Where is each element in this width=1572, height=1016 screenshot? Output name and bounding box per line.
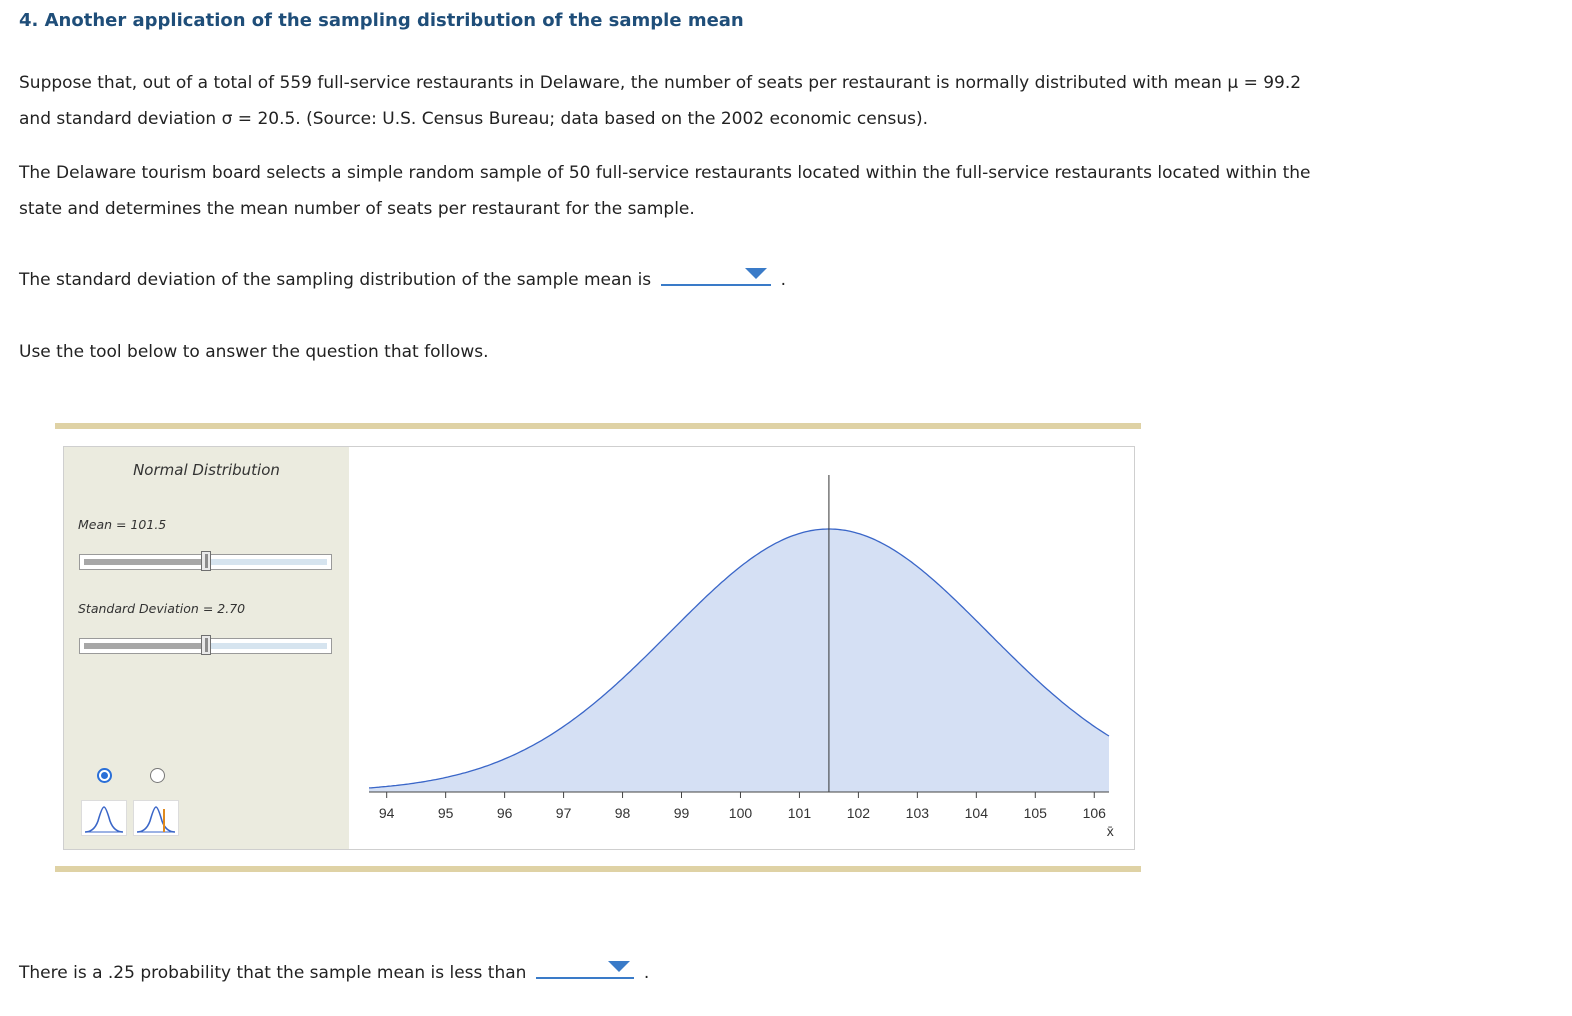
x-tick-label: 95: [437, 805, 454, 821]
x-tick-label: 101: [787, 805, 812, 821]
paragraph-2-line-2: state and determines the mean number of seats per restaurant for the sample.: [19, 199, 695, 219]
sd-slider[interactable]: [79, 638, 332, 654]
question-2: [19, 955, 1419, 991]
question-2-text: There is a .25 probability that the sample mean is less than: [19, 963, 527, 983]
x-axis-label: x̄: [1106, 823, 1114, 839]
x-tick-label: 96: [496, 805, 513, 821]
normal-distribution-tool: [63, 446, 1135, 850]
distribution-chart: [349, 447, 1134, 849]
x-tick-label: 94: [378, 805, 395, 821]
mean-slider-fill: [84, 559, 206, 565]
dropdown-arrow-icon: [745, 268, 767, 279]
x-axis-ticks: [379, 792, 1106, 821]
question-2-period: .: [643, 963, 650, 983]
x-tick-label: 106: [1082, 805, 1106, 821]
x-tick-label: 104: [964, 805, 989, 821]
tool-top-border: [55, 423, 1141, 429]
chart-svg: [349, 447, 1134, 849]
x-tick-label: 100: [728, 805, 753, 821]
mean-slider[interactable]: [79, 554, 332, 570]
x-tick-label: 102: [846, 805, 871, 821]
sd-slider-track: [210, 643, 328, 649]
sd-answer-dropdown[interactable]: [661, 262, 771, 286]
x-tick-label: 98: [614, 805, 631, 821]
probability-answer-dropdown[interactable]: [536, 955, 634, 979]
panel-title: Normal Distribution: [133, 461, 280, 479]
tool-instruction: Use the tool below to answer the question that follows.: [19, 342, 489, 362]
paragraph-1-line-1: Suppose that, out of a total of 559 full-service restaurants in Delaware, the number of seats per restaurant is normally distributed with mean μ = 99.2: [19, 73, 1302, 93]
mode-radio-probability[interactable]: [150, 768, 165, 783]
question-1-period: .: [780, 270, 786, 290]
question-1: [19, 262, 1419, 298]
mean-slider-handle[interactable]: [201, 551, 211, 571]
paragraph-2-line-1: The Delaware tourism board selects a simple random sample of 50 full-service restaurants located within the full-service restaurants located within the: [19, 163, 1311, 183]
sd-label: Standard Deviation = 2.70: [78, 601, 246, 616]
normal-curve-cutoff-icon[interactable]: [133, 800, 179, 836]
mean-slider-track: [210, 559, 328, 565]
problem-paragraph-2: [19, 155, 1419, 227]
mode-radio-curve[interactable]: [97, 768, 112, 783]
control-panel: [64, 447, 349, 849]
question-title: 4. Another application of the sampling distribution of the sample mean: [19, 10, 744, 31]
problem-paragraph-1: [19, 65, 1419, 137]
mean-label: Mean = 101.5: [78, 517, 167, 532]
sd-slider-handle[interactable]: [201, 635, 211, 655]
x-tick-label: 103: [905, 805, 930, 821]
question-1-text: The standard deviation of the sampling distribution of the sample mean is: [19, 270, 652, 290]
tool-bottom-border: [55, 866, 1141, 872]
normal-curve-icon[interactable]: [81, 800, 127, 836]
x-tick-label: 105: [1023, 805, 1047, 821]
sd-slider-fill: [84, 643, 206, 649]
dropdown-arrow-icon: [608, 961, 630, 972]
x-tick-label: 97: [555, 805, 572, 821]
x-tick-label: 99: [673, 805, 690, 821]
paragraph-1-line-2: and standard deviation σ = 20.5. (Source: U.S. Census Bureau; data based on the 2002 economic census).: [19, 109, 929, 129]
